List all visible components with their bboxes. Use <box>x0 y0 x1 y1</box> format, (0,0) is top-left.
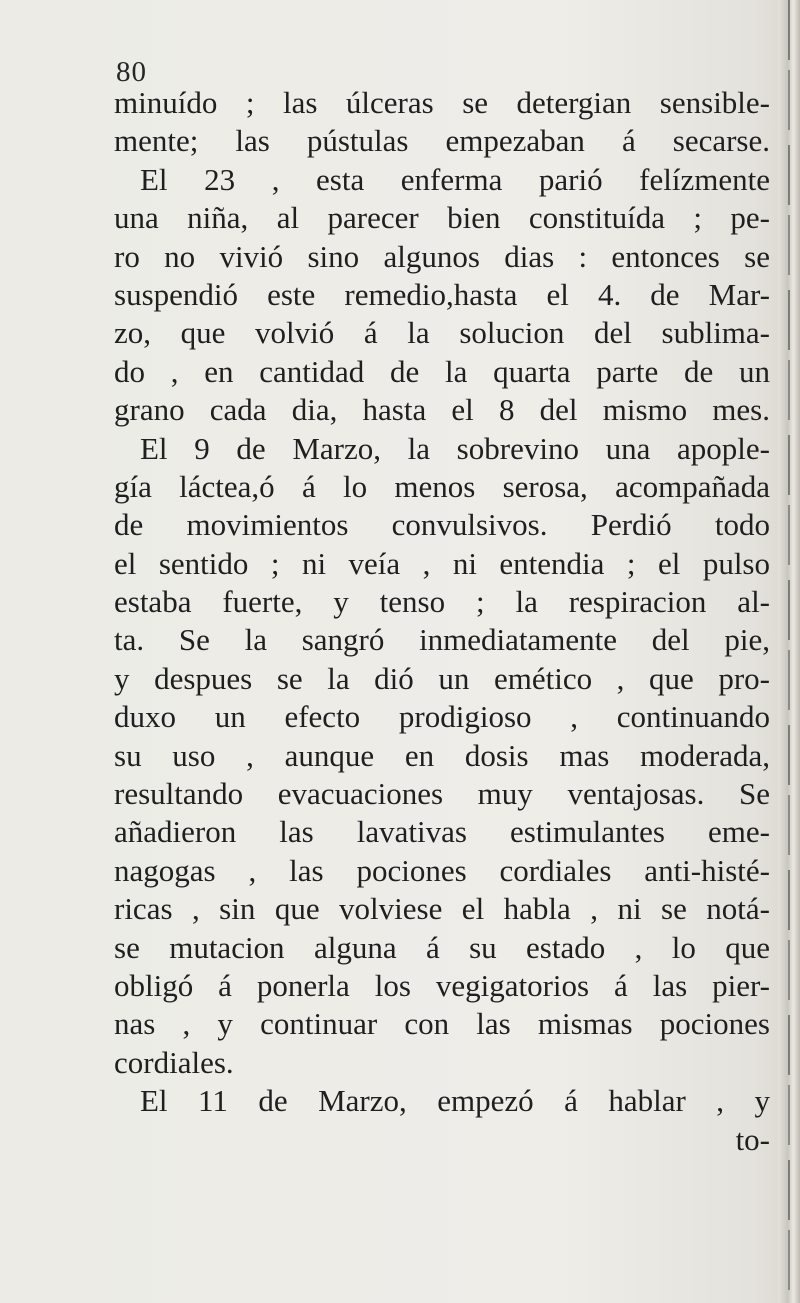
text-line: nagogas , las pociones cordiales anti-histé- <box>114 852 770 888</box>
text-line: obligó á ponerla los vegigatorios á las pier- <box>114 967 770 1003</box>
text-line: El 11 de Marzo, empezó á hablar , y <box>140 1083 770 1119</box>
text-line: ro no vivió sino algunos dias : entonces se <box>114 238 770 274</box>
text-line: ricas , sin que volviese el habla , ni se notá- <box>114 891 770 927</box>
text-line: duxo un efecto prodigioso , continuando <box>114 699 770 735</box>
text-line: una niña, al parecer bien constituída ; pe- <box>114 200 770 236</box>
text-line: mente; las pústulas empezaban á secarse. <box>114 123 770 159</box>
catchword: to- <box>735 1121 770 1157</box>
text-line: de movimientos convulsivos. Perdió todo <box>114 507 770 543</box>
text-line: se mutacion alguna á su estado , lo que <box>114 929 770 965</box>
body-text <box>114 84 770 1159</box>
text-line: grano cada dia, hasta el 8 del mismo mes. <box>114 392 770 428</box>
text-line: suspendió este remedio,hasta el 4. de Mar- <box>114 276 770 312</box>
page-gutter-edge <box>778 0 800 1303</box>
text-line: el sentido ; ni veía , ni entendia ; el pulso <box>114 545 770 581</box>
text-line: cordiales. <box>114 1044 234 1080</box>
page-number: 80 <box>116 56 147 88</box>
text-line: añadieron las lavativas estimulantes eme- <box>114 814 770 850</box>
text-line: resultando evacuaciones muy ventajosas. Se <box>114 776 770 812</box>
text-line: su uso , aunque en dosis mas moderada, <box>114 737 770 773</box>
text-line: ta. Se la sangró inmediatamente del pie, <box>114 622 770 658</box>
text-line: El 9 de Marzo, la sobrevino una apople- <box>140 430 770 466</box>
text-line: gía láctea,ó á lo menos serosa, acompañada <box>114 468 770 504</box>
text-line: do , en cantidad de la quarta parte de un <box>114 353 770 389</box>
text-line: nas , y continuar con las mismas pociones <box>114 1006 770 1042</box>
text-line: y despues se la dió un emético , que pro- <box>114 660 770 696</box>
text-line: estaba fuerte, y tenso ; la respiracion al- <box>114 584 770 620</box>
text-line: El 23 , esta enferma parió felízmente <box>140 161 770 197</box>
text-line: minuído ; las úlceras se detergian sensible- <box>114 85 770 120</box>
text-line: zo, que volvió á la solucion del sublima- <box>114 315 770 351</box>
